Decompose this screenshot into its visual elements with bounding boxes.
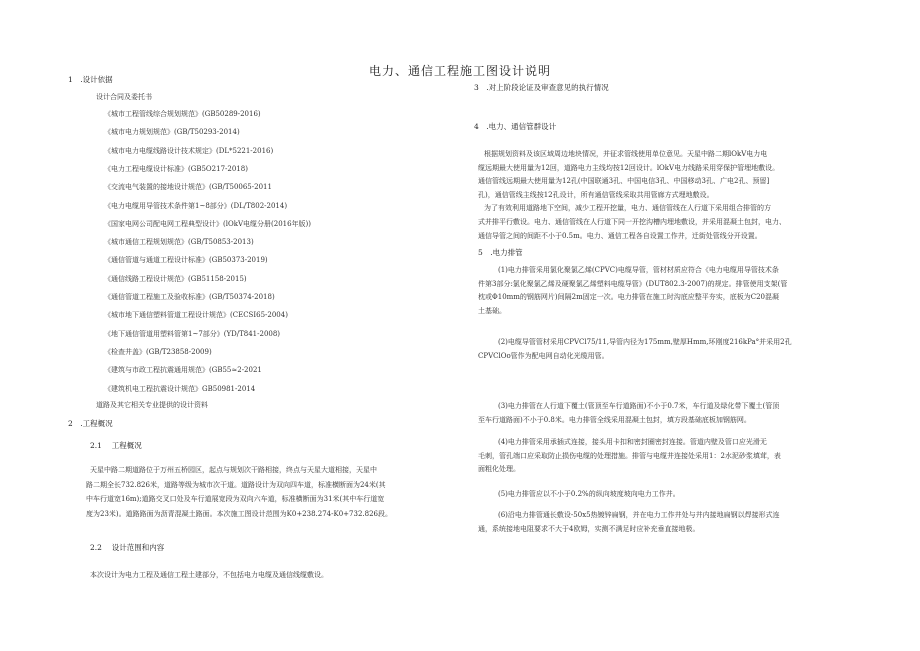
paragraph-line: 至车行道路面)不小于0.8米。电力排管全线采用混凝土包封，填方段基础底板加钢筋网。	[478, 415, 751, 424]
paragraph-line: 中车行道宽16m);道路交叉口处及车行道展宽段为双向六车道，标准横断面为31米(其中车行道宽	[86, 495, 385, 503]
section-heading: 1 .设计依据	[68, 75, 113, 84]
standard-item: 《城市工程管线综合规划规范》(GB50289-2016)	[104, 110, 261, 118]
paragraph-line: 土基础。	[478, 306, 506, 315]
standard-item: 《电力工程电缆设计标准》(GB5O217-2018)	[104, 164, 248, 173]
standard-item: 《城市地下通信塑料管道工程设计规范》(CECSI65-2004)	[104, 311, 288, 320]
section-heading: 5 .电力排管	[478, 248, 523, 257]
paragraph-line: 件第3部分:氯化聚氯乙烯及硬聚氯乙烯塑料电缆导管》(DUT802.3-2007)的规定。排管使用支架(管	[478, 279, 788, 288]
paragraph-line: 枕或Φ10mm的钢筋网片)间隔2m固定一次。电力排管在施工时沟底应整平夯实，底板为C20混凝	[478, 293, 780, 301]
document-title: 电力、通信工程施工图设计说明	[368, 64, 551, 78]
paragraph-line: (3)电力排管在人行道下覆土(管顶至车行道路面)不小于0.7米，车行道及绿化带下覆土(管顶	[498, 402, 780, 410]
paragraph-line: (4)电力排管采用承插式连接，接头用卡扣和密封圈密封连接。管道内壁及管口应光滑无	[498, 438, 767, 446]
paragraph-line: 式并排平行敷设。电力、通信管线在人行道下同一开挖沟槽内埋地敷设，并采用混凝土包封，电力、	[478, 218, 786, 226]
paragraph-line: 度为23米)。道路路面为沥青混凝土路面。本次施工图设计范围为K0+238.274-K0+732.826段。	[86, 509, 392, 518]
paragraph-line: 通信管线远期最大使用量为12孔(中国联通3孔、中国电信3孔、中国移动3孔、广电2孔、预留]	[478, 177, 770, 186]
standard-item: 《检查井盖》(GB/T23858-2009)	[104, 347, 212, 356]
paragraph-line: CPVClOo管作为配电网自动化光缆用管。	[478, 351, 609, 360]
standard-item: 《国家电网公司配电网工程典型设计》(lOkV电缆分册(2016年版))	[104, 219, 312, 228]
standard-item: 《城市电力规划规范》(GB/T50293-2014)	[104, 128, 240, 137]
paragraph-line: 通信导管之间的间距不小于0.5m。电力、通信工程各自设置工作井，迁街处管线分开设置。	[478, 231, 762, 240]
standard-item: 《城市通信工程规划规范》(GB/T50853-2013)	[104, 238, 254, 247]
standard-item: 《交流电气装置的接地设计规范》(GB/T50065-2011	[104, 183, 272, 192]
paragraph-line: 本次设计为电力工程及通信工程土建部分，不包括电力电缆及通信线缆敷设。	[90, 571, 328, 579]
paragraph-line: 面粗化处理。	[478, 465, 520, 473]
paragraph-line: 为了有效利用道路地下空间，减少工程开挖量，电力、通信管线在人行道下采用组合排管的方	[484, 204, 771, 213]
paragraph-line: 根据规划资料及该区域周边地块情况，并征求管线使用单位意见。天星中路二期lOkV电力电	[484, 150, 768, 158]
section-heading: 2 .工程概况	[68, 419, 113, 428]
paragraph-line: 路二期全长732.826米，道路等级为城市次干道。道路设计为双向四车道，标准横断面为24米(其	[86, 480, 386, 489]
subsection-heading: 2.1 工程概况	[90, 441, 142, 450]
subsection-heading: 2.2 设计范围和内容	[90, 543, 165, 552]
paragraph-line: (1)电力排管采用氯化聚氯乙烯(CPVC)电缆导管，管材材质应符合《电力电缆用导管技术条	[498, 266, 779, 274]
paragraph-line: 设计合同及委托书	[96, 93, 152, 101]
standard-item: 《通信管道与通道工程设计标准》(GB50373-2019)	[104, 256, 268, 265]
paragraph-line: (6)沿电力排管通长敷设-50x5热镀锌扁钢，并在电力工作井处与井内接地扁钢以焊接形式连	[498, 511, 780, 519]
paragraph-line: 孔)，通信管线主线按12孔设计，所有通信管线采取共用管廊方式埋地敷设。	[478, 190, 714, 199]
paragraph-line: 道路及其它相关专业提供的设计资料	[96, 401, 208, 409]
paragraph-line: (5)电力排管应以不小于0.2%的纵向坡度坡向电力工作井。	[498, 490, 680, 498]
standard-item: 《地下通信管道用塑料管第1~7部分》(YD/T841-2008)	[104, 329, 281, 338]
section-heading: 3 .对上阶段论证及审查意见的执行情况	[474, 83, 609, 92]
standard-item: 《建筑机电工程抗震设计规范》GB50981-2014	[104, 384, 256, 393]
standard-item: 《通信管道工程施工及验收标准》(GB/T50374-2018)	[104, 293, 275, 301]
standard-item: 《建筑与市政工程抗震通用规范》(GB55≈2-2021	[104, 366, 262, 375]
paragraph-line: 天星中路二期道路位于万州五桥园区，起点与规划次干路相接，终点与天星大道相接，天星中	[90, 466, 377, 474]
paragraph-line: 通，系统接地电阻要求不大于4欧姆，实测不满足时应补充垂直接地极。	[478, 524, 700, 533]
standard-item: 《城市电力电缆线路设计技术规定》(DL*5221-2016)	[104, 146, 274, 155]
standard-item: 《通信线路工程设计规范》(GB51158-2015)	[104, 274, 247, 283]
paragraph-line: (2)电缆导管管材采用CPVCl75/11,导管内径为175mm,壁厚Hmm,环刚度216kPa°并采用2孔	[498, 338, 792, 346]
paragraph-line: 缆远期最大使用量为12回，道路电力主线均按12回设计。lOkV电力线路采用穿保护管埋地敷设。	[478, 163, 780, 172]
section-heading: 4 .电力、通信管群设计	[474, 122, 557, 131]
standard-item: 《电力电缆用导管技术条件第1~8部分》(DL/T802-2014)	[104, 201, 288, 210]
paragraph-line: 毛刺，管孔端口应采取防止损伤电缆的处理措施。排管与电缆井连接处采用1：2水泥砂浆填茸，表	[478, 451, 781, 460]
